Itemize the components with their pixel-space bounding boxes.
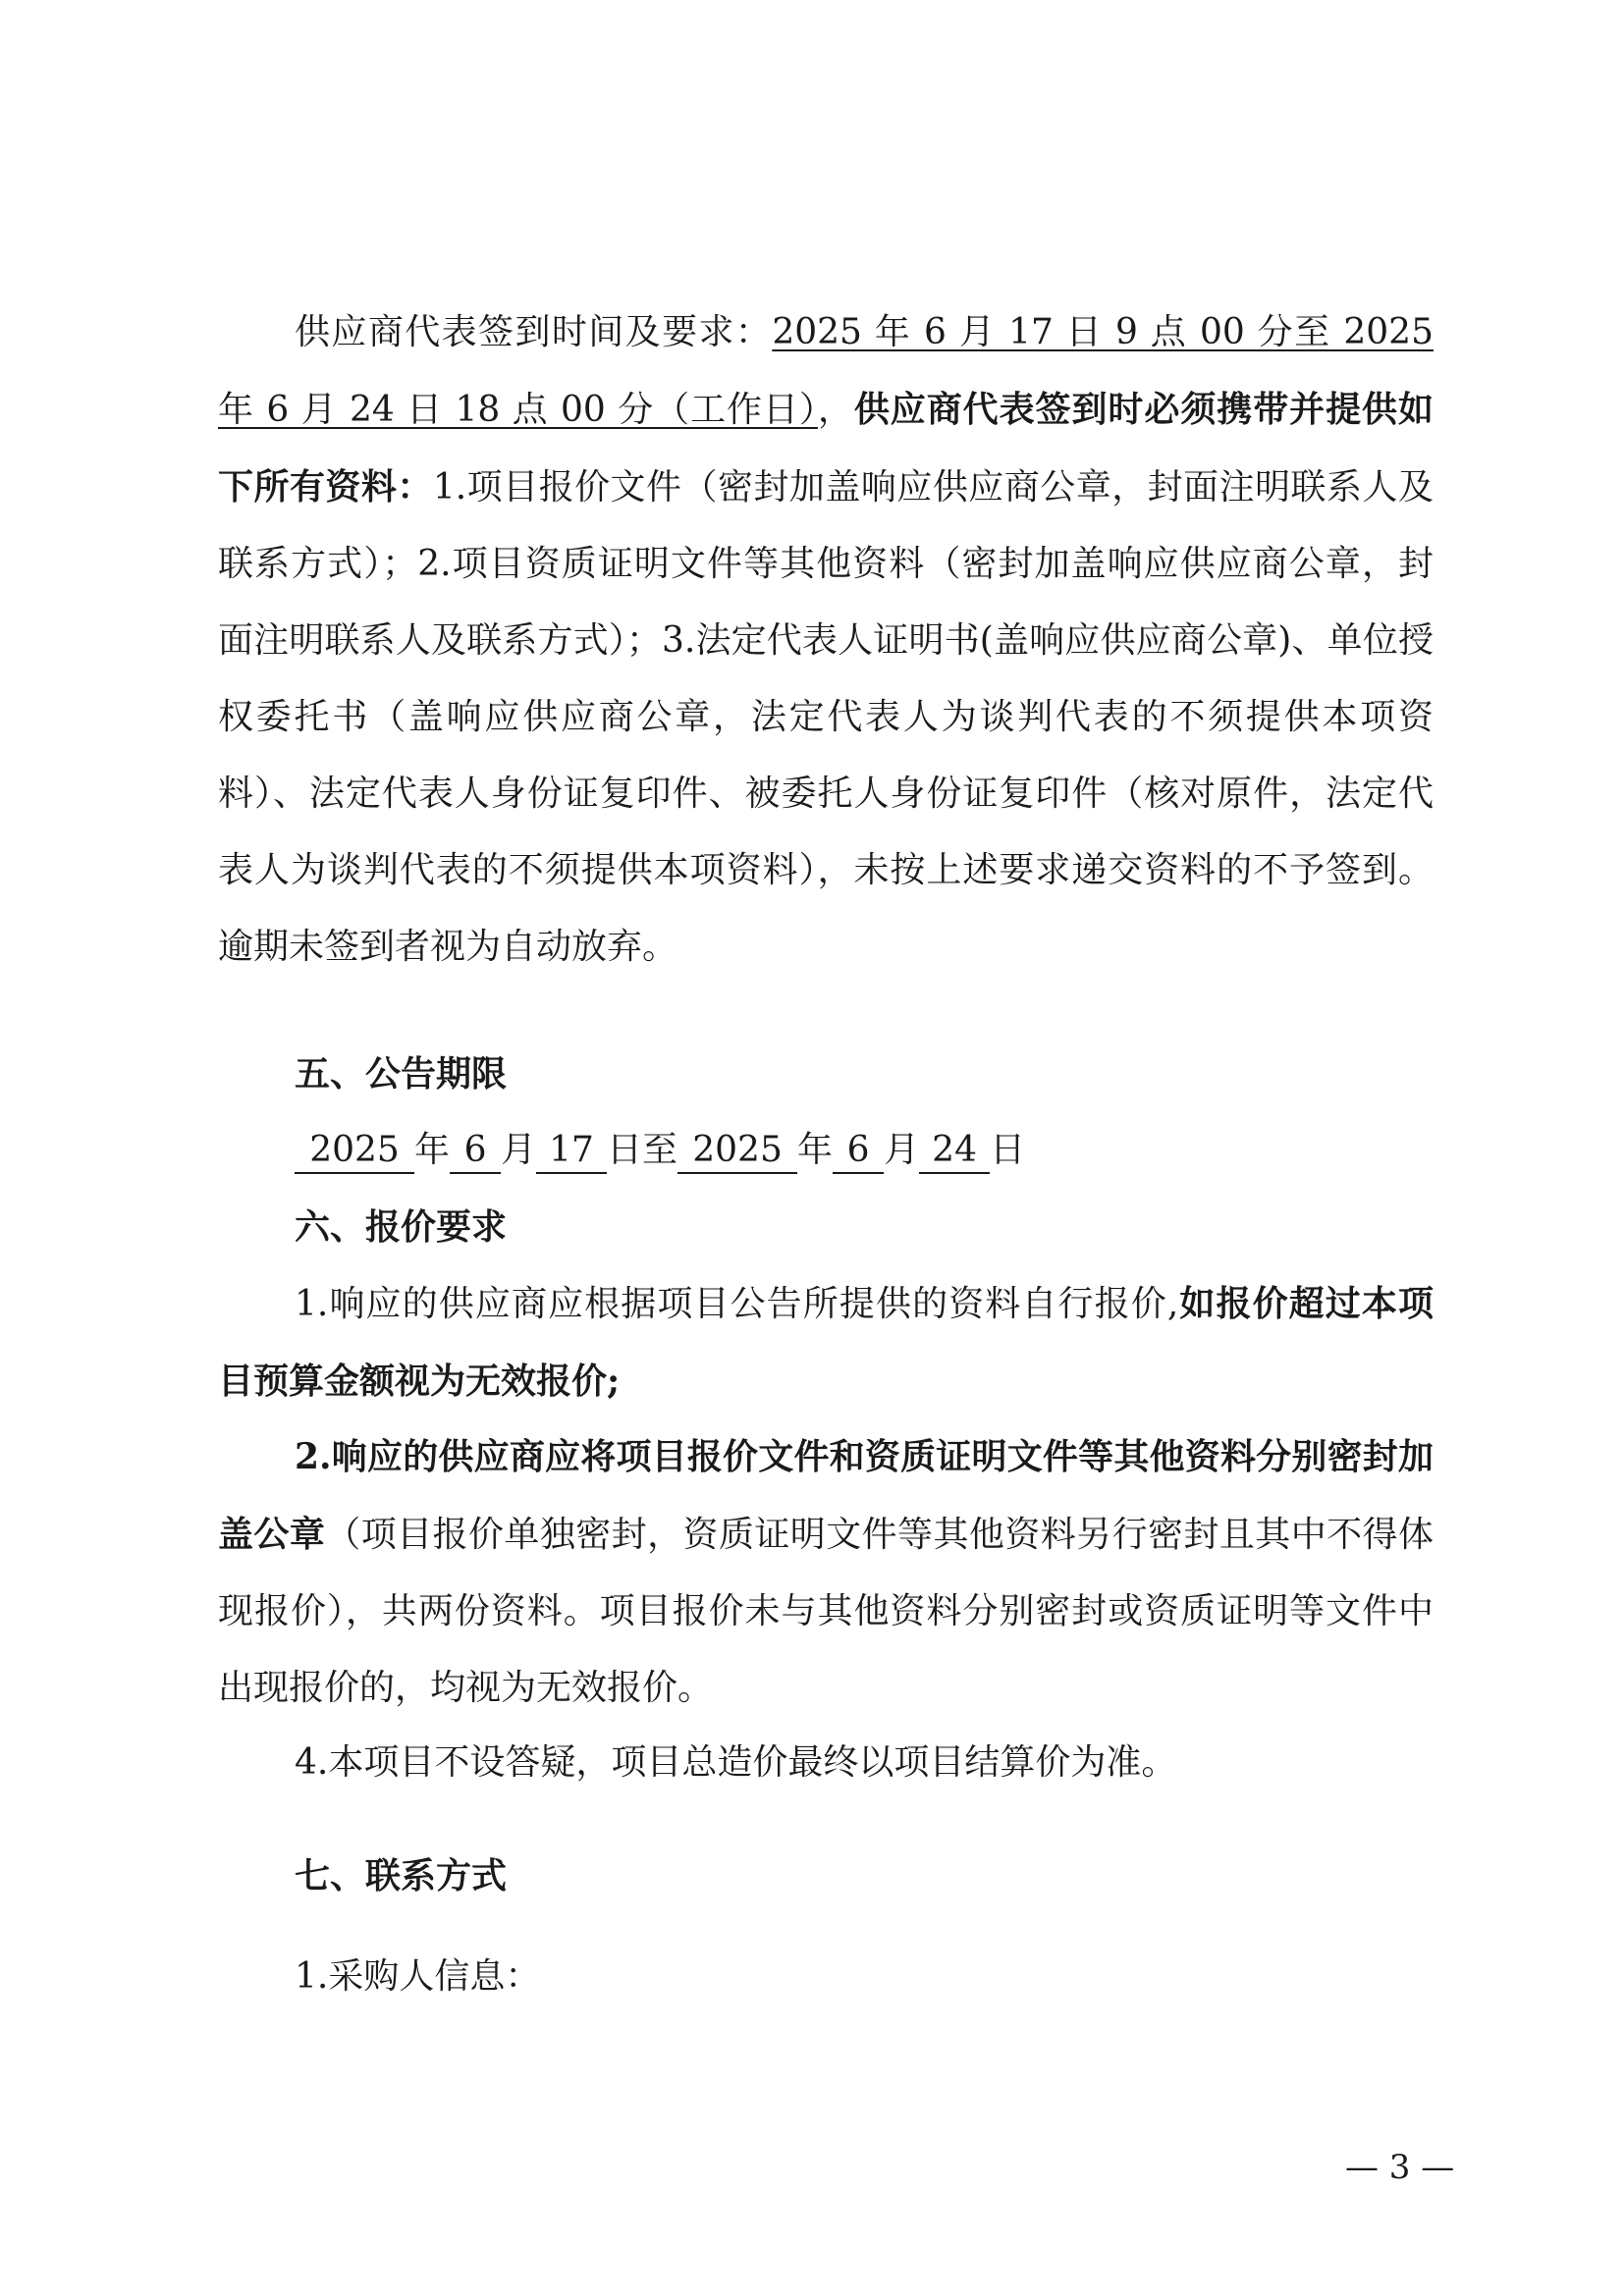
- signin-details: 1.项目报价文件（密封加盖响应供应商公章，封面注明联系人及联系方式）；2.项目资质证明文件等其他资料（密封加盖响应供应商公章，封面注明联系人及联系方式）；3.法定代表人证明书(盖响应供应商公章)、单位授权委托书（盖响应供应商公章，法定代表人为谈判代表的不须提供本项资料）、法定代表人身份证复印件、被委托人身份证复印件（核对原件，法定代表人为谈判代表的不须提供本项资料），未按上述要求递交资料的不予签到。逾期未签到者视为自动放弃。: [218, 467, 1434, 967]
- day-char: 日: [990, 1130, 1026, 1170]
- section6-title: 六、报价要求: [295, 1206, 508, 1248]
- signin-label: 供应商代表签到时间及要求：: [295, 312, 773, 352]
- day-to-char: 日至: [607, 1130, 678, 1170]
- quote-item-2-bold: 2.响应的供应商应将项目报价文件和资质证明文件等其他资料分别密封加盖公章: [218, 1436, 1434, 1555]
- announcement-period-line: [295, 1112, 1025, 1189]
- quote-item-1: [218, 1265, 1434, 1420]
- year-char: 年: [414, 1130, 451, 1170]
- end-month: 6: [833, 1129, 884, 1174]
- section5-title: 五、公告期限: [295, 1053, 508, 1095]
- quote-item-2: [218, 1418, 1434, 1727]
- section7-title: 七、联系方式: [295, 1855, 508, 1896]
- page-number: — 3 —: [1345, 2148, 1455, 2187]
- contact-item-1: 1.采购人信息：: [295, 1956, 541, 1997]
- year-char-2: 年: [797, 1130, 834, 1170]
- signin-period: 2025 年 6 月 17 日 9 点 00 分至 2025 年 6 月 24 日 18 点 00 分（工作日）: [218, 312, 1434, 430]
- month-char-2: 月: [884, 1130, 920, 1170]
- start-month: 6: [450, 1129, 501, 1174]
- end-day: 24: [919, 1129, 990, 1174]
- start-day: 17: [536, 1129, 607, 1174]
- signin-bold-requirement: 供应商代表签到时必须携带并提供如下所有资料：: [218, 389, 1434, 507]
- end-year: 2025: [677, 1129, 797, 1174]
- month-char: 月: [501, 1130, 537, 1170]
- quote-item-1-text: 1.响应的供应商应根据项目公告所提供的资料自行报价,: [295, 1284, 1179, 1324]
- quote-item-2-text: （项目报价单独密封，资质证明文件等其他资料另行密封且其中不得体现报价），共两份资料。项目报价未与其他资料分别密封或资质证明等文件中出现报价的，均视为无效报价。: [218, 1515, 1434, 1708]
- quote-item-4: 4.本项目不设答疑，项目总造价最终以项目结算价为准。: [295, 1742, 1177, 1783]
- signin-separator: ，: [817, 390, 854, 430]
- signin-requirements-paragraph: [218, 294, 1434, 986]
- start-year: 2025: [295, 1129, 414, 1174]
- quote-item-1-bold: 如报价超过本项目预算金额视为无效报价;: [218, 1283, 1434, 1402]
